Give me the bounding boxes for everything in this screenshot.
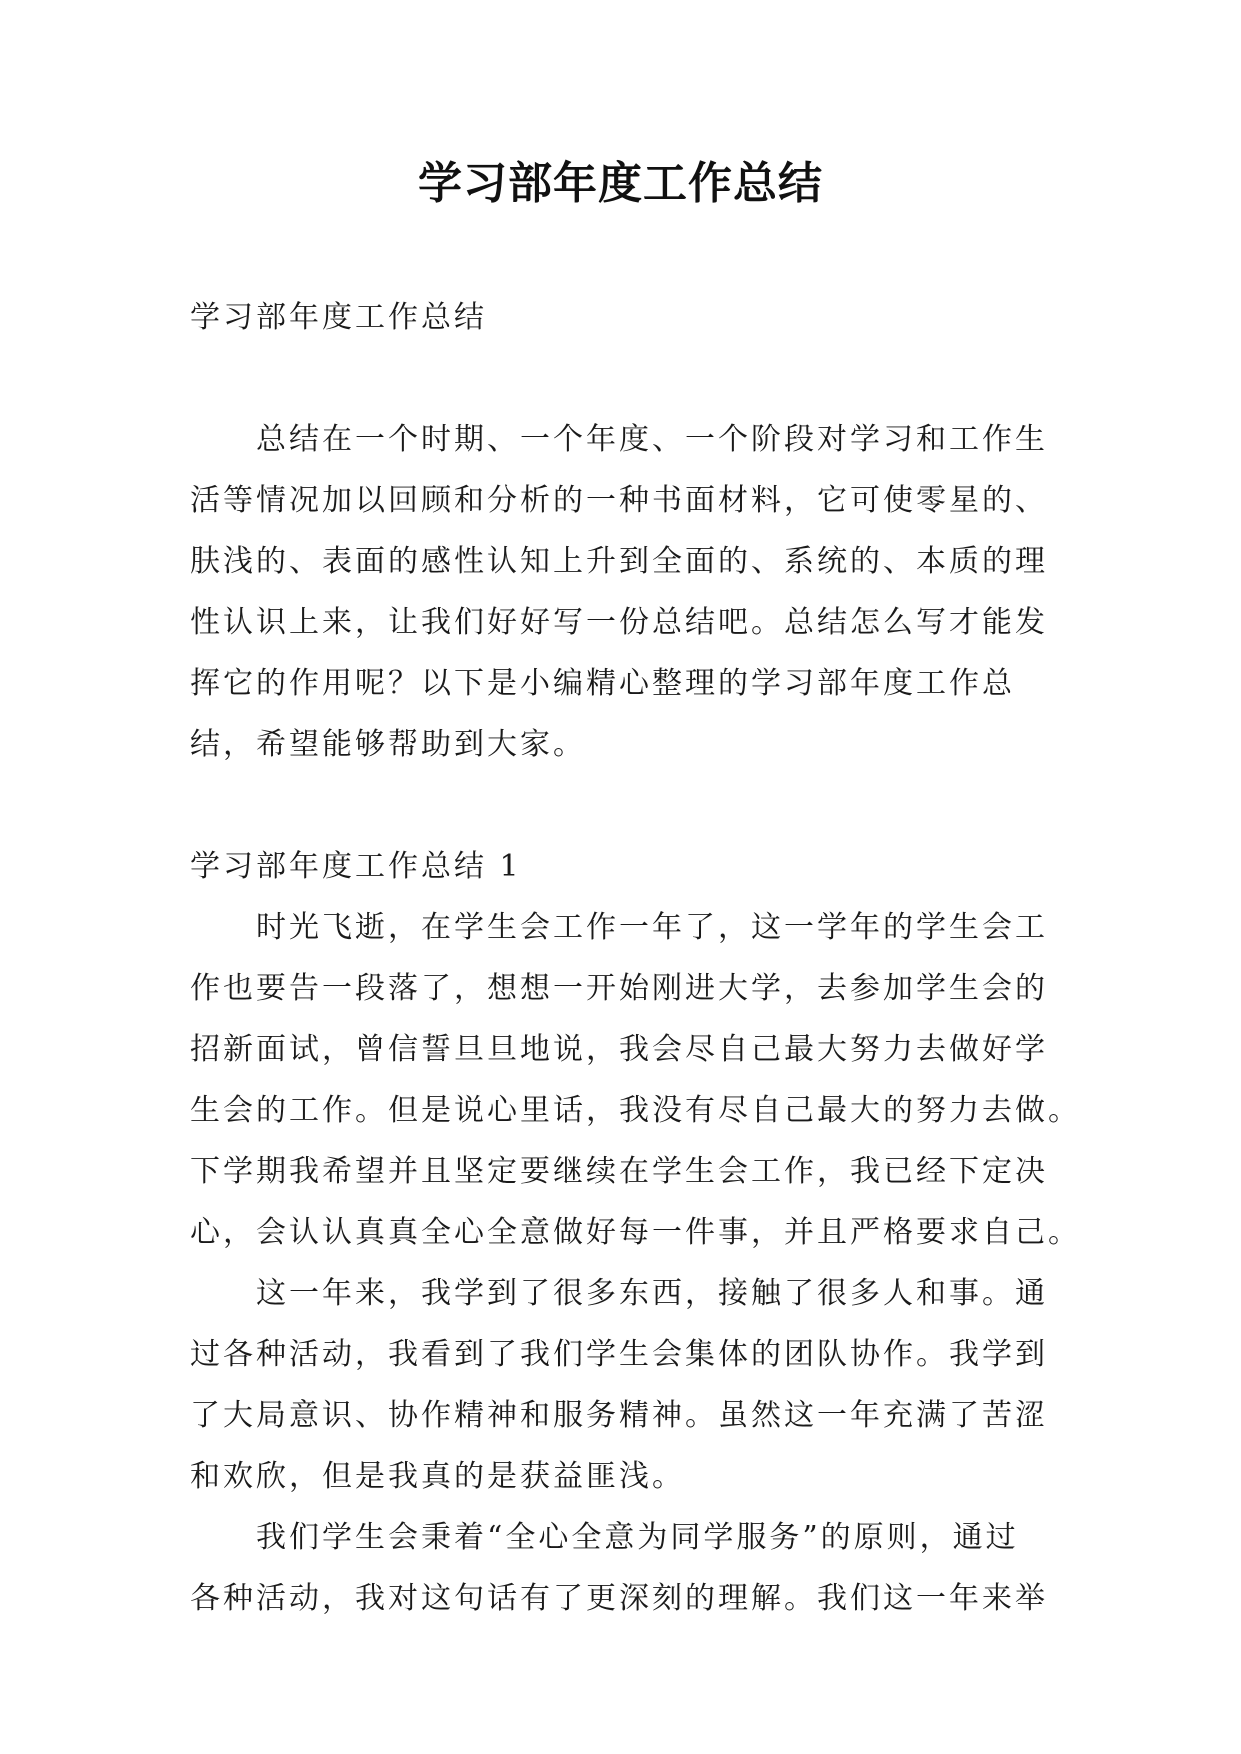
text-line: 挥它的作用呢？以下是小编精心整理的学习部年度工作总 bbox=[190, 666, 1015, 701]
text-line: 性认识上来，让我们好好写一份总结吧。总结怎么写才能发 bbox=[190, 605, 1048, 640]
section1-paragraph-2 bbox=[190, 1263, 1060, 1507]
text-line: 这一年来，我学到了很多东西，接触了很多人和事。通 bbox=[256, 1276, 1048, 1311]
text-line: 各种活动，我对这句话有了更深刻的理解。我们这一年来举 bbox=[190, 1581, 1048, 1616]
text-line: 下学期我希望并且坚定要继续在学生会工作，我已经下定决 bbox=[190, 1154, 1048, 1189]
text-line: 生会的工作。但是说心里话，我没有尽自己最大的努力去做。 bbox=[190, 1093, 1081, 1128]
section1-paragraph-1 bbox=[190, 897, 1081, 1263]
section-heading: 学习部年度工作总结 1 bbox=[190, 849, 522, 884]
text-line: 了大局意识、协作精神和服务精神。虽然这一年充满了苦涩 bbox=[190, 1398, 1048, 1433]
text-line: 时光飞逝，在学生会工作一年了，这一学年的学生会工 bbox=[256, 910, 1048, 945]
document-body bbox=[190, 287, 1081, 1629]
text-line: 过各种活动，我看到了我们学生会集体的团队协作。我学到 bbox=[190, 1337, 1048, 1372]
document-title: 学习部年度工作总结 bbox=[418, 158, 823, 209]
text-line: 作也要告一段落了，想想一开始刚进大学，去参加学生会的 bbox=[190, 971, 1048, 1006]
spacer bbox=[190, 775, 1060, 836]
text-line: 结，希望能够帮助到大家。 bbox=[190, 727, 586, 762]
intro-paragraph bbox=[190, 409, 1060, 775]
text-line: 肤浅的、表面的感性认知上升到全面的、系统的、本质的理 bbox=[190, 544, 1048, 579]
subtitle: 学习部年度工作总结 bbox=[190, 300, 487, 335]
spacer bbox=[190, 348, 1060, 409]
text-line: 招新面试，曾信誓旦旦地说，我会尽自己最大努力去做好学 bbox=[190, 1032, 1048, 1067]
text-line: 活等情况加以回顾和分析的一种书面材料，它可使零星的、 bbox=[190, 483, 1048, 518]
text-line: 我们学生会秉着“全心全意为同学服务”的原则，通过 bbox=[256, 1520, 1019, 1555]
text-line: 和欢欣，但是我真的是获益匪浅。 bbox=[190, 1459, 685, 1494]
text-line: 总结在一个时期、一个年度、一个阶段对学习和工作生 bbox=[256, 422, 1048, 457]
text-line: 心，会认认真真全心全意做好每一件事，并且严格要求自己。 bbox=[190, 1215, 1081, 1250]
section1-paragraph-3 bbox=[190, 1507, 1060, 1629]
